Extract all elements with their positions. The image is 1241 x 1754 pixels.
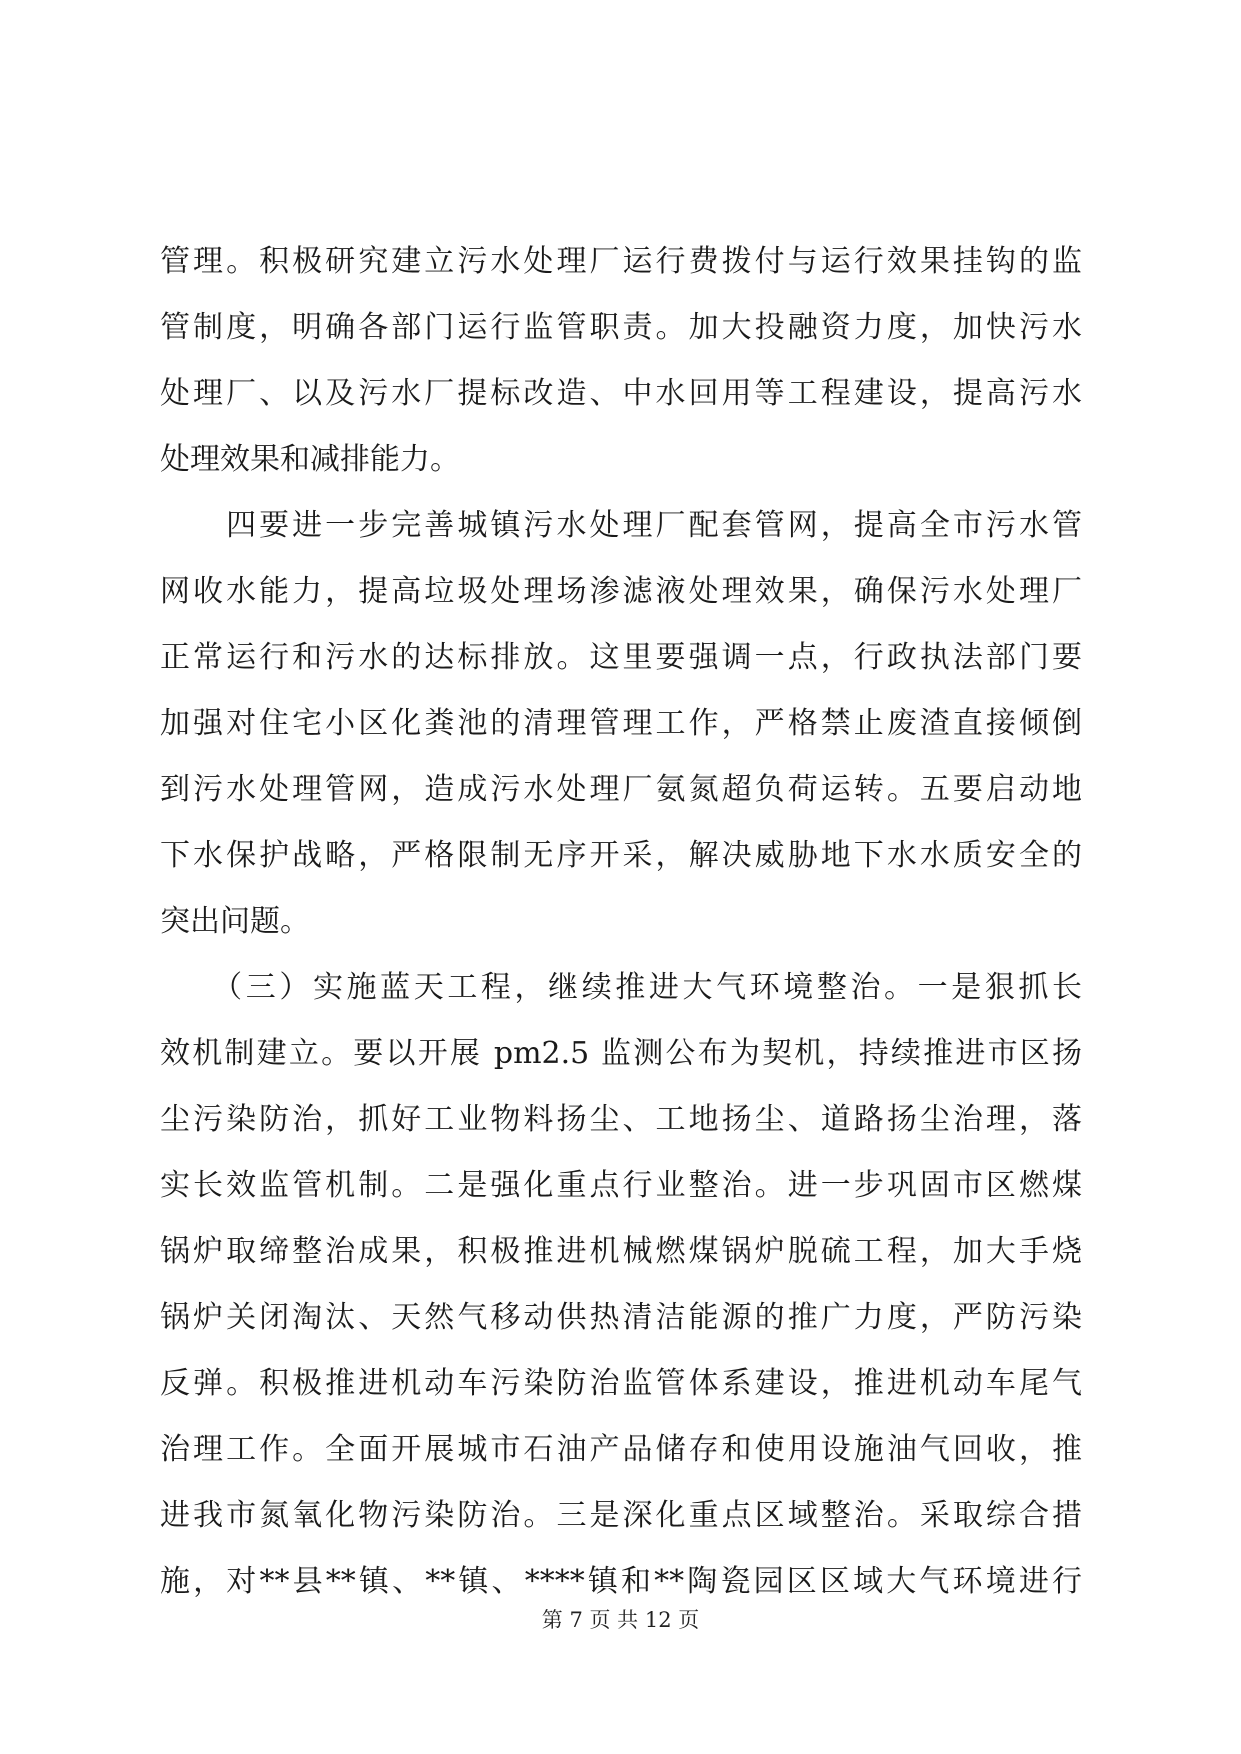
text-line: 正常运行和污水的达标排放。这里要强调一点，行政执法部门要 [160, 640, 1082, 675]
text-line: 四要进一步完善城镇污水处理厂配套管网，提高全市污水管 [160, 508, 1082, 543]
paragraph [160, 955, 1082, 1615]
text-line: 治理工作。全面开展城市石油产品储存和使用设施油气回收，推 [160, 1432, 1082, 1467]
text-line: 管理。积极研究建立污水处理厂运行费拨付与运行效果挂钩的监 [160, 244, 1082, 279]
text-line: 锅炉取缔整治成果，积极推进机械燃煤锅炉脱硫工程，加大手烧 [160, 1234, 1082, 1269]
paragraph [160, 229, 1082, 493]
text-line: 下水保护战略，严格限制无序开采，解决威胁地下水水质安全的 [160, 838, 1082, 873]
text-line: 处理厂、以及污水厂提标改造、中水回用等工程建设，提高污水 [160, 376, 1082, 411]
text-line: 网收水能力，提高垃圾处理场渗滤液处理效果，确保污水处理厂 [160, 574, 1082, 609]
text-line: 加强对住宅小区化粪池的清理管理工作，严格禁止废渣直接倾倒 [160, 706, 1082, 741]
text-line: （三）实施蓝天工程，继续推进大气环境整治。一是狠抓长 [160, 970, 1082, 1005]
text-line: 锅炉关闭淘汰、天然气移动供热清洁能源的推广力度，严防污染 [160, 1300, 1082, 1335]
paragraph [160, 493, 1082, 955]
text-line: 突出问题。 [160, 904, 310, 939]
text-line: 反弹。积极推进机动车污染防治监管体系建设，推进机动车尾气 [160, 1366, 1082, 1401]
page-footer: 第 7 页 共 12 页 [541, 1608, 700, 1632]
text-line: 管制度，明确各部门运行监管职责。加大投融资力度，加快污水 [160, 310, 1082, 345]
document-body [160, 229, 1082, 1615]
text-line: 效机制建立。要以开展 pm2.5 监测公布为契机，持续推进市区扬 [160, 1036, 1082, 1071]
text-line: 到污水处理管网，造成污水处理厂氨氮超负荷运转。五要启动地 [160, 772, 1082, 807]
text-line: 进我市氮氧化物污染防治。三是深化重点区域整治。采取综合措 [160, 1498, 1082, 1533]
text-line: 施，对**县**镇、**镇、****镇和**陶瓷园区区域大气环境进行 [160, 1564, 1082, 1599]
text-line: 实长效监管机制。二是强化重点行业整治。进一步巩固市区燃煤 [160, 1168, 1082, 1203]
text-line: 处理效果和减排能力。 [160, 442, 460, 477]
text-line: 尘污染防治，抓好工业物料扬尘、工地扬尘、道路扬尘治理，落 [160, 1102, 1082, 1137]
